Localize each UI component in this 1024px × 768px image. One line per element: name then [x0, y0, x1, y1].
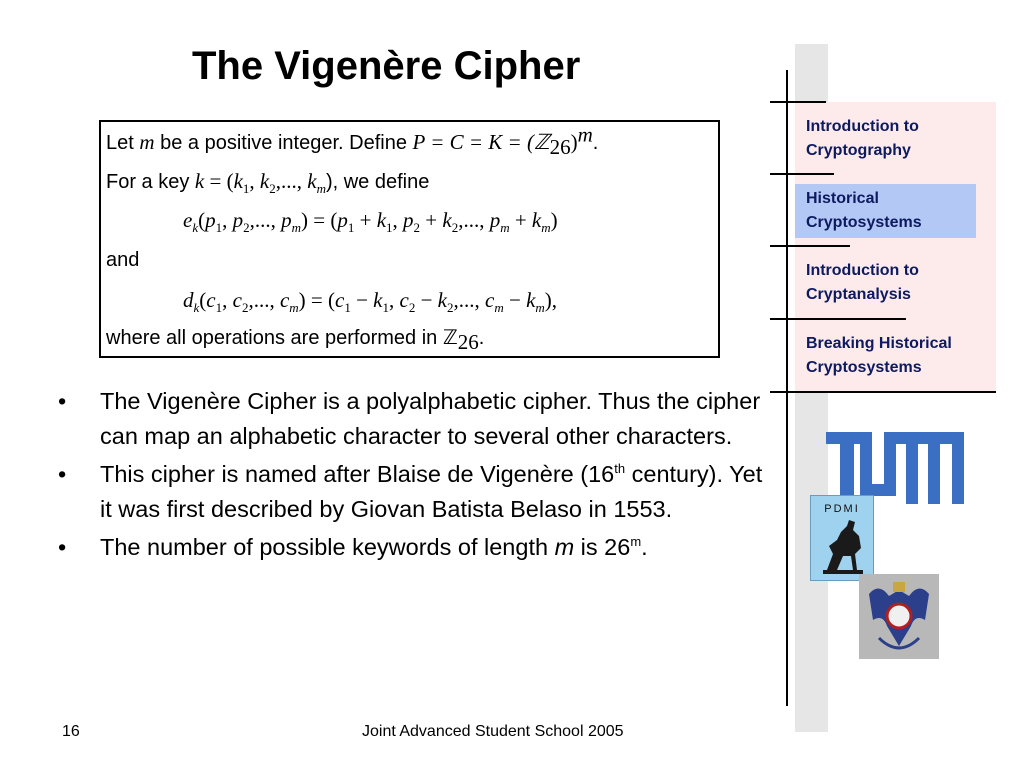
nav-divider: [770, 391, 996, 393]
nav-item-introduction-to-cryptography[interactable]: Introduction to Cryptography: [806, 118, 919, 159]
footer-text: Joint Advanced Student School 2005: [362, 723, 624, 740]
definition-line-1: Let m be a positive integer. Define P = C = K = (ℤ$_{26}$)$^m$.: [106, 122, 599, 159]
nav-divider: [770, 101, 826, 103]
nav-divider: [770, 318, 906, 320]
formula-key: $k = (k_1$, $k_2$,..., $k_m$: [194, 169, 326, 197]
decryption-formula: $d_k(c_1$, $c_2$,..., $c_m) = (c_1 - k_1$, $c_2 - k_2$,..., $c_m - k_m$),: [183, 288, 558, 316]
definition-box: [99, 120, 720, 358]
nav-item-breaking-historical-cryptosystems[interactable]: Breaking Historical Cryptosystems: [806, 335, 952, 376]
sidebar-vertical-rule: [786, 70, 788, 706]
formula-pck: P = C = K = (ℤ: [412, 130, 550, 154]
nav-divider: [770, 245, 850, 247]
pdmi-logo: PDMI: [810, 495, 874, 581]
encryption-formula: $e_k(p_1$, $p_2$,..., $p_m) = (p_1 + k_1$, $p_2 + k_2$,..., $p_m + k_m$): [183, 208, 558, 236]
nav-item-historical-cryptosystems[interactable]: Historical Cryptosystems: [795, 184, 976, 238]
nav-divider: [770, 173, 834, 175]
bullet-list: [58, 384, 764, 568]
tum-logo: [826, 432, 964, 504]
definition-and: and: [106, 249, 140, 271]
definition-where: where all operations are performed in ℤ$_{26}$.: [106, 327, 485, 354]
definition-line-2: For a key $k = (k_1$, $k_2$,..., $k_m$), we define: [106, 169, 430, 197]
bullet-icon: •: [58, 461, 67, 487]
slide-title: The Vigenère Cipher: [192, 44, 581, 88]
bullet-icon: •: [58, 388, 67, 414]
bullet-item: • The Vigenère Cipher is a polyalphabetic cipher. Thus the cipher can map an alphabetic character to several other characters.: [58, 384, 764, 454]
double-eagle-icon: [859, 574, 939, 659]
horse-rider-icon: [811, 496, 875, 582]
bullet-item: • The number of possible keywords of length m is 26$^m$.: [58, 530, 764, 565]
nav-item-introduction-to-cryptanalysis[interactable]: Introduction to Cryptanalysis: [806, 262, 919, 303]
bullet-icon: •: [58, 534, 67, 560]
bullet-item: • This cipher is named after Blaise de Vigenère (16th century). Yet it was first described by Giovan Batista Belaso in 1553.: [58, 457, 764, 527]
page-number: 16: [62, 723, 80, 740]
coat-of-arms-logo: [859, 574, 939, 659]
